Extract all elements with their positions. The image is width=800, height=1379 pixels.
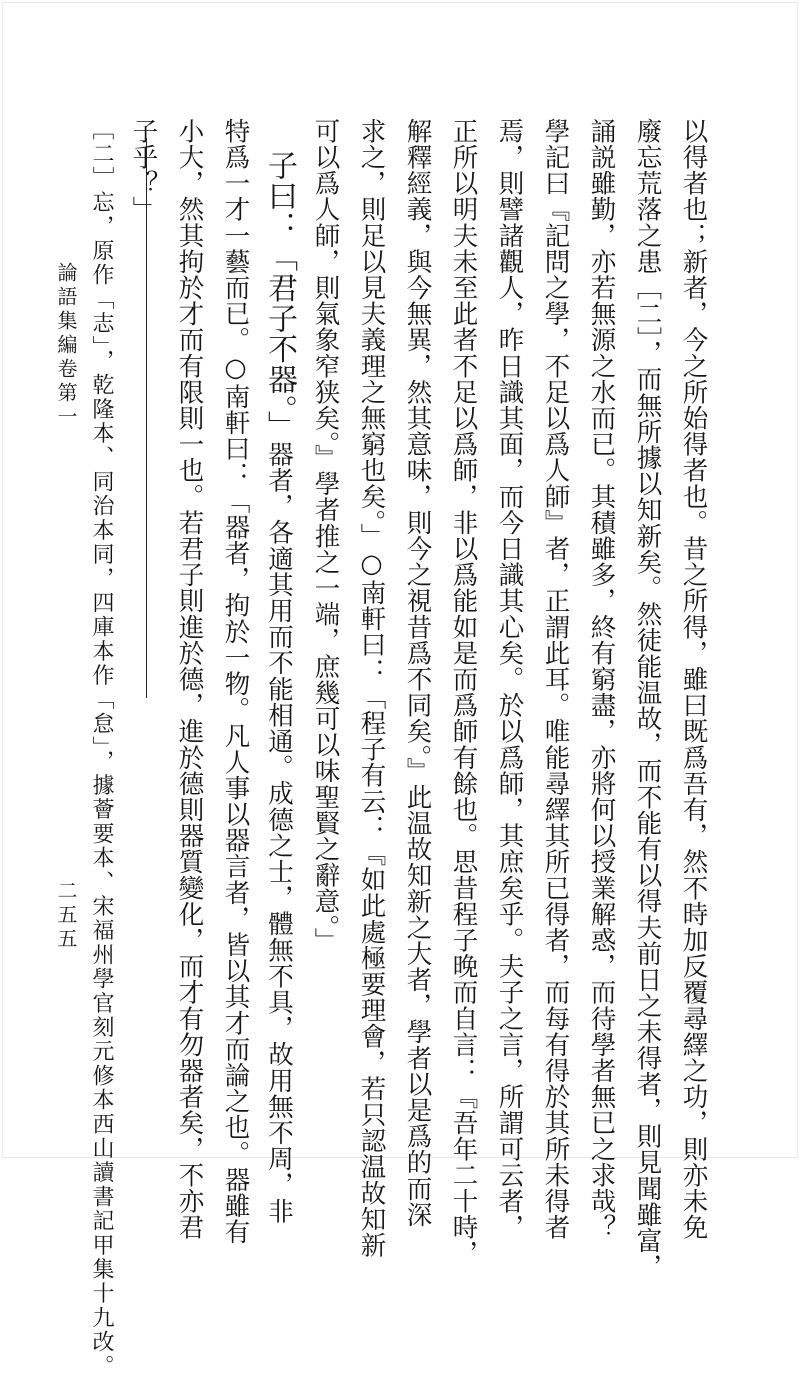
text-column-5: 焉，則譬諸觀人，昨日識其面，而今日識其心矣。於以爲師，其庶矣乎。夫子之言，所謂可云者， xyxy=(494,118,525,1241)
entry-commentary: 器者，各適其用而不能相通。成德之士，體無不具，故用無不周，非 xyxy=(264,441,294,1224)
text-column-8: 求之，則足以見夫義理之無窮也矣。」○南軒曰：「程子有云：『如此處極要理會，若只認温故知新 xyxy=(356,118,387,1259)
running-title: 論語集編卷第一 xyxy=(54,262,78,430)
text-column-13: 子乎？」 xyxy=(128,118,159,223)
entry-heading: 子曰：「君子不器。」 xyxy=(262,150,297,441)
text-column-12: 小大，然其拘於才而有限則一也。若君子則進於德，進於德則器質變化，而才有勿器者矣，不亦君 xyxy=(174,118,205,1241)
text-column-3: 誦説雖勤，亦若無源之水而已。其積雖多，終有窮盡，亦將何以授業解惑，而待學者無已之求哉？ xyxy=(586,118,617,1241)
text-column-7: 解釋經義，與今無異，然其意味，則今之視昔爲不同矣。』此温故知新之大者，學者以是爲的而深 xyxy=(402,118,433,1228)
text-column-2: 廢忘荒落之患［二］，而無所據以知新矣。然徒能温故，而不能有以得夫前日之未得者，則見聞雖富， xyxy=(632,118,663,1280)
entry-heading-column xyxy=(262,150,297,1224)
text-column-4: 學記曰『記問之學，不足以爲人師』者，正謂此耳。唯能尋繹其所已得者，而每有得於其所未得者 xyxy=(540,118,571,1241)
text-column-9: 可以爲人師，則氣象窄狭矣。』學者推之一端，庶幾可以味聖賢之辭意。」 xyxy=(310,118,341,954)
footnote-divider xyxy=(146,138,147,698)
text-column-1: 以得者也；新者，今之所始得者也。昔之所得，雖曰既爲吾有，然不時加反覆尋繹之功，則亦未免 xyxy=(678,118,709,1241)
text-column-11: 特爲一才一藝而已。○南軒曰：「器者，拘於一物。凡人事以器言者，皆以其才而論之也。器雖有 xyxy=(220,118,251,1245)
text-column-6: 正所以明夫未至此者不足以爲師，非以爲能如是而爲師有餘也。思昔程子晚而自言：『吾年二十時， xyxy=(448,118,479,1267)
page-number: 二五五 xyxy=(54,880,78,952)
footnote: ［二］忘，原作「志」，乾隆本、同治本同，四庫本作「怠」，據薈要本、宋福州學官刻元修本西山讀書記甲集十九改。 xyxy=(89,118,114,1379)
